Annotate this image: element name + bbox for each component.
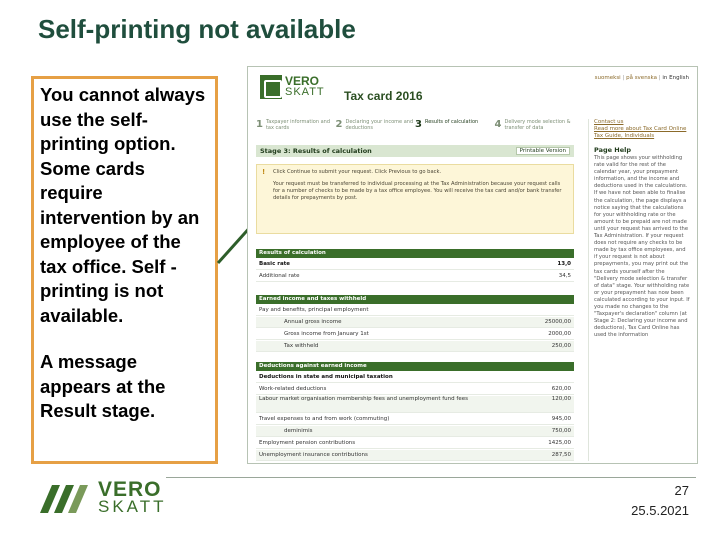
step-number: 2 (335, 119, 343, 130)
screenshot-header (248, 67, 697, 111)
row-value: 750,00 (551, 428, 571, 434)
row-label: deminimis (284, 428, 313, 434)
row-label: Travel expenses to and from work (commuting) (259, 416, 390, 422)
table-row (256, 372, 574, 383)
lang-current-english: in English (662, 75, 689, 81)
footer-divider (166, 477, 696, 478)
row-value: 120,00 (551, 396, 571, 402)
contact-us-link[interactable]: Contact us (594, 119, 624, 125)
row-value: 25000,00 (544, 319, 571, 325)
callout-box (31, 76, 218, 464)
page-help-text: This page shows your withholding rate valid for the rest of the calendar year, your prepayment information, and the income and deductions used in the calculations. If we have not been able to finalise the calculation, the page displays a notice saying that the calculations for your withholding rate or the amount to be prepaid are not made until your request has arrived to the Tax Administration. If your request does not require any checks to be made by tax office employees, and if your request is not about prepayments, you may print out the tax cards yourself after the "Delivery mode selection & transfer of data" stage. Your withholding rate or your prepayment has now been calculated according to your input. If you made no changes to the "Taxpayer's declaration" column (at Stage 2: Declaring your income and deductions), Tax Card Online has used the information (594, 155, 690, 339)
warning-icon: ! (262, 168, 266, 176)
tax-guide-link[interactable]: Tax Guide, Individuals (594, 133, 655, 139)
step-number: 3 (415, 119, 422, 130)
section-deductions: Deductions against earned income (256, 362, 574, 371)
notice-line-1: Click Continue to submit your request. Click Previous to go back. (273, 169, 442, 175)
table-row (256, 384, 574, 395)
lang-separator: | (658, 75, 661, 81)
lang-link-swedish[interactable]: på svenska (626, 75, 658, 81)
section-earned-income: Earned income and taxes withheld (256, 295, 574, 304)
table-row (256, 271, 574, 282)
step-number: 1 (256, 119, 263, 130)
row-label: Gross income from January 1st (284, 331, 369, 337)
slide-title: Self-printing not available (38, 14, 356, 44)
table-row (256, 305, 574, 316)
processing-notice (256, 164, 574, 234)
vero-skatt-logo[interactable] (260, 75, 325, 99)
row-value: 287,50 (551, 452, 571, 458)
step-label: Declaring your income and deductions (345, 119, 414, 131)
row-label: Tax withheld (284, 343, 319, 349)
section-results: Results of calculation (256, 249, 574, 258)
page-help-title: Page Help (594, 146, 632, 154)
step-label: Results of calculation (424, 119, 479, 125)
step-label: Delivery mode selection & transfer of data (504, 119, 571, 131)
row-label: Basic rate (259, 261, 291, 267)
row-label: Deductions in state and municipal taxation (259, 374, 393, 380)
read-more-link[interactable]: Read more about Tax Card Online (594, 126, 687, 132)
vero-emblem-icon (38, 481, 94, 515)
page-number: 27 (674, 483, 689, 498)
footer-vero-logo (38, 478, 167, 516)
table-row (256, 317, 574, 328)
footer-logo-skatt: SKATT (98, 497, 167, 516)
slide-date: 25.5.2021 (631, 503, 689, 518)
row-value: 620,00 (551, 386, 571, 392)
table-row (256, 426, 574, 437)
step-label: Taxpayer information and tax cards (265, 119, 330, 131)
table-row (256, 329, 574, 340)
logo-word-vero: VERO (285, 74, 320, 88)
tax-card-screenshot (247, 66, 698, 464)
row-value: 2000,00 (548, 331, 571, 337)
table-row (256, 396, 574, 413)
vero-emblem-icon (260, 75, 282, 99)
progress-step (256, 119, 336, 141)
table-row (256, 341, 574, 352)
footer-logo-vero: VERO (98, 478, 162, 501)
table-row (256, 414, 574, 425)
stage-title: Stage 3: Results of calculation (260, 147, 372, 155)
stage-header (256, 145, 574, 157)
printable-version-button[interactable]: Printable Version (516, 147, 570, 155)
row-value: 250,00 (551, 343, 571, 349)
row-value: 13,0 (557, 261, 571, 267)
page-title: Tax card 2016 (344, 89, 423, 103)
lang-separator: | (622, 75, 625, 81)
table-row (256, 438, 574, 449)
step-number: 4 (494, 119, 502, 130)
table-row (256, 259, 574, 270)
row-value: 1425,00 (548, 440, 571, 446)
row-label: Unemployment insurance contributions (259, 452, 368, 458)
notice-line-2: Your request must be transferred to individual processing at the Tax Administration because your request calls for a number of checks to be made by a tax office employee. You will receive the tax card and/or bank transfer details for prepayments by post. (273, 181, 562, 201)
row-label: Work-related deductions (259, 386, 327, 392)
progress-steps (256, 119, 574, 141)
row-value: 945,00 (551, 416, 571, 422)
row-label: Additional rate (259, 273, 300, 279)
progress-step (495, 119, 575, 141)
logo-word-skatt: SKATT (285, 86, 325, 98)
row-label: Labour market organisation membership fees and unemployment fund fees (259, 396, 468, 402)
progress-step (336, 119, 416, 141)
callout-text-1: You cannot always use the self-printing option. Some cards require intervention by an employee of the tax office. Self -printing is not available. (40, 84, 206, 326)
row-label: Employment pension contributions (259, 440, 356, 446)
language-switcher (595, 75, 689, 81)
lang-link-finnish[interactable]: suomeksi (594, 75, 621, 81)
row-label: Pay and benefits, principal employment (259, 307, 369, 313)
progress-step (415, 119, 495, 141)
help-sidebar (588, 119, 690, 461)
callout-text-2: A message appears at the Result stage. (40, 351, 166, 421)
table-row (256, 450, 574, 461)
sidebar-links (594, 119, 690, 140)
row-label: Annual gross income (284, 319, 342, 325)
row-value: 34,5 (558, 273, 571, 279)
